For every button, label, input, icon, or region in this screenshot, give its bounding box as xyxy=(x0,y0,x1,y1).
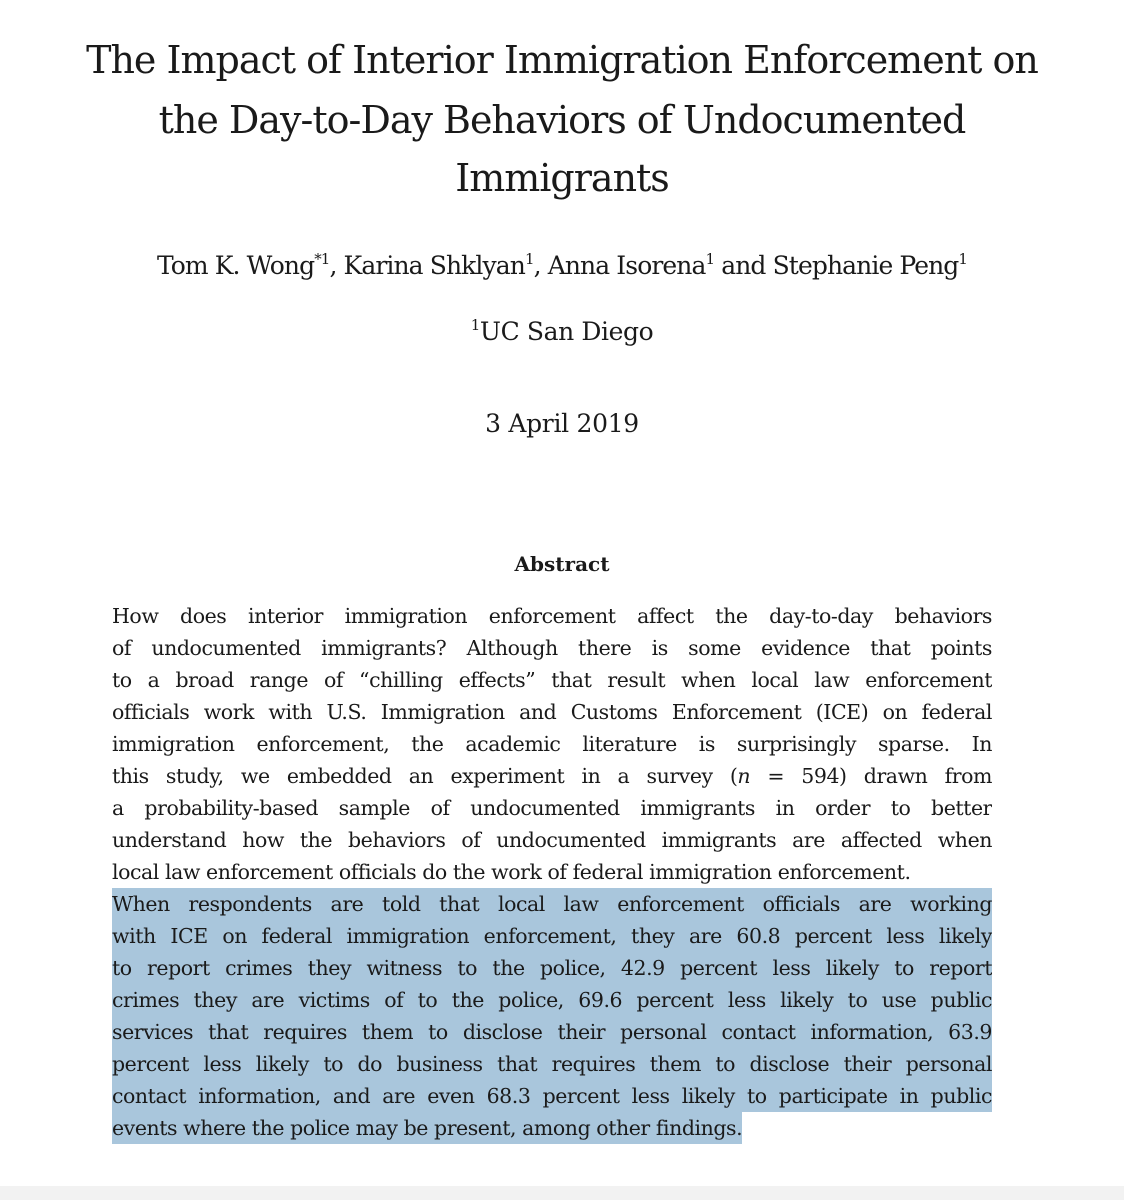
highlighted-abstract-line: crimes they are victims of to the police, 69.6 percent less likely to use public xyxy=(112,984,992,1016)
author-separator: , xyxy=(329,251,344,280)
abstract-line-row xyxy=(112,952,992,984)
abstract-line-row xyxy=(112,1112,992,1148)
abstract-line: local law enforcement officials do the work of federal immigration enforcement. xyxy=(112,860,911,884)
highlighted-abstract-line: contact information, and are even 68.3 percent less likely to participate in public xyxy=(112,1080,992,1112)
abstract-line-row xyxy=(112,760,992,792)
affiliation-mark: 1 xyxy=(470,316,480,334)
sample-size-variable: n xyxy=(737,764,751,788)
abstract-line-row xyxy=(112,824,992,856)
author-affiliation-mark: 1 xyxy=(705,250,715,268)
highlighted-abstract-line: percent less likely to do business that requires them to disclose their personal xyxy=(112,1048,992,1080)
abstract-body xyxy=(112,600,992,1148)
abstract-line-row xyxy=(112,888,992,920)
author-affiliation-mark: 1 xyxy=(524,250,534,268)
paper-title-line-3: Immigrants xyxy=(455,156,669,200)
abstract-line: a probability-based sample of undocumented immigrants in order to better xyxy=(112,796,992,820)
abstract-line: officials work with U.S. Immigration and Customs Enforcement (ICE) on federal xyxy=(112,700,992,724)
author-name: Anna Isorena xyxy=(547,251,706,280)
highlighted-abstract-line: events where the police may be present, among other findings. xyxy=(112,1112,742,1144)
abstract-line-row xyxy=(112,1016,992,1048)
abstract-line: understand how the behaviors of undocumented immigrants are affected when xyxy=(112,828,992,852)
abstract-line-row xyxy=(112,696,992,728)
abstract-line-row xyxy=(112,728,992,760)
author-affiliation-mark: 1 xyxy=(958,250,968,268)
abstract-line: to a broad range of “chilling effects” that result when local law enforcement xyxy=(112,668,992,692)
abstract-line-row xyxy=(112,984,992,1016)
abstract-heading: Abstract xyxy=(514,552,610,576)
paper-title-line-1: The Impact of Interior Immigration Enforcement on xyxy=(86,38,1038,82)
highlighted-abstract-line: with ICE on federal immigration enforcement, they are 60.8 percent less likely xyxy=(112,920,992,952)
affiliation xyxy=(0,316,1124,346)
author-name: Tom K. Wong xyxy=(156,251,315,280)
abstract-line: this study, we embedded an experiment in a survey (n = 594) drawn from xyxy=(112,764,992,788)
abstract-line-row xyxy=(112,1048,992,1080)
abstract-line-row xyxy=(112,920,992,952)
abstract-line-row xyxy=(112,664,992,696)
highlighted-abstract-line: When respondents are told that local law enforcement officials are working xyxy=(112,888,992,920)
highlighted-abstract-line: to report crimes they witness to the police, 42.9 percent less likely to report xyxy=(112,952,992,984)
author-affiliation-mark: *1 xyxy=(314,250,330,268)
author-separator: , xyxy=(533,251,548,280)
paper-title-line-2: the Day-to-Day Behaviors of Undocumented xyxy=(158,98,966,142)
publication-date: 3 April 2019 xyxy=(485,409,639,438)
abstract-line: How does interior immigration enforcement affect the day-to-day behaviors xyxy=(112,604,992,628)
affiliation-name: UC San Diego xyxy=(479,317,654,346)
abstract-line: immigration enforcement, the academic literature is surprisingly sparse. In xyxy=(112,732,992,756)
abstract-line-row xyxy=(112,856,992,888)
abstract-line: of undocumented immigrants? Although there is some evidence that points xyxy=(112,636,992,660)
abstract-line-row xyxy=(112,600,992,632)
author-separator: and xyxy=(714,251,773,280)
highlighted-abstract-line: services that requires them to disclose their personal contact information, 63.9 xyxy=(112,1016,992,1048)
page-bottom-edge xyxy=(0,1186,1124,1200)
author-list xyxy=(0,250,1124,280)
author-name: Stephanie Peng xyxy=(772,251,959,280)
abstract-line-row xyxy=(112,632,992,664)
author-name: Karina Shklyan xyxy=(343,251,525,280)
abstract-line-row xyxy=(112,1080,992,1112)
abstract-line-row xyxy=(112,792,992,824)
